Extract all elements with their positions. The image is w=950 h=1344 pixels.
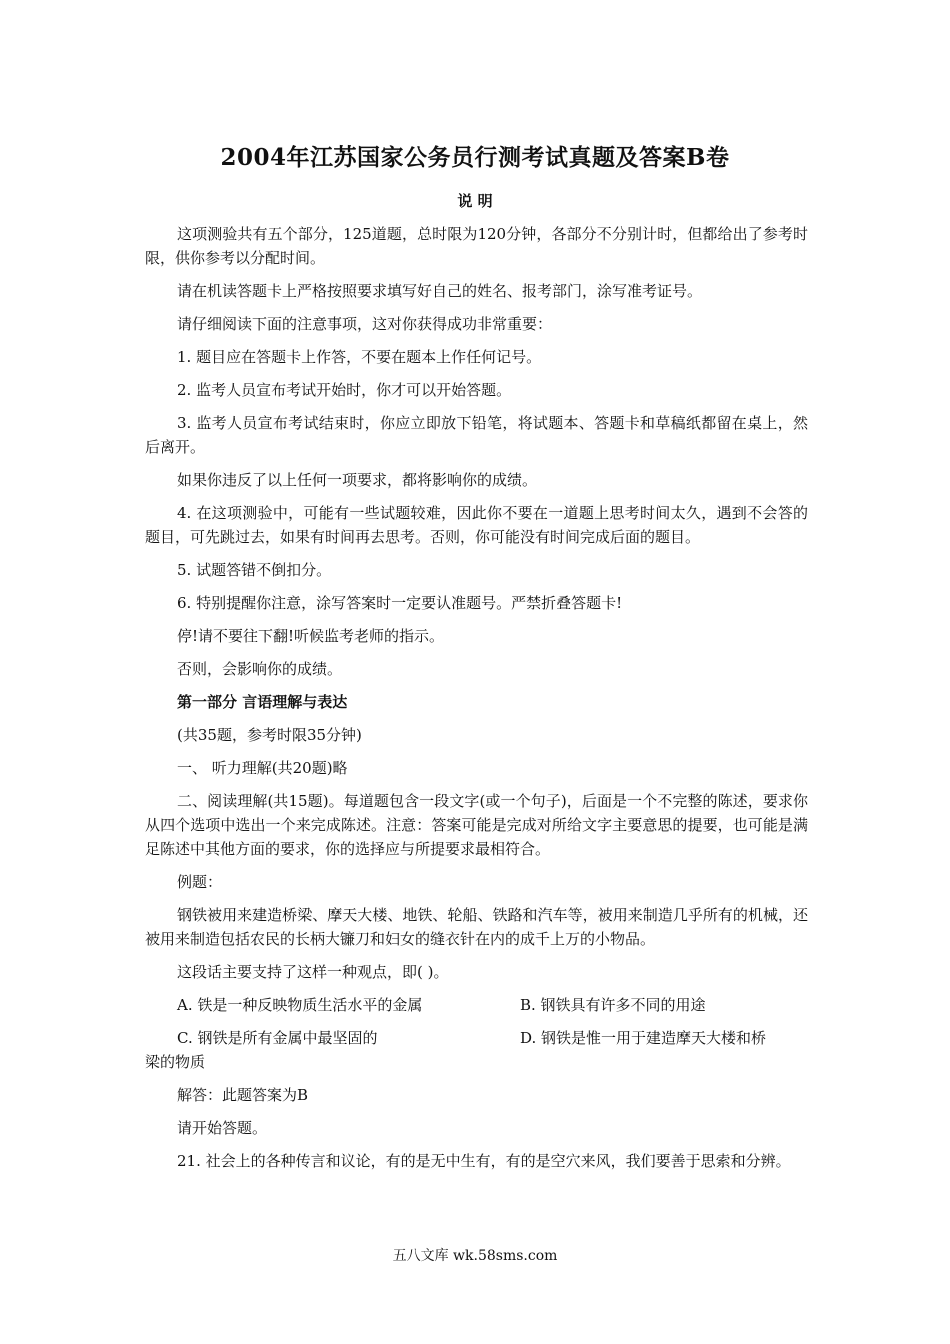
instruction-item: 3. 监考人员宣布考试结束时，你应立即放下铅笔，将试题本、答题卡和草稿纸都留在桌上，然后离开。	[145, 414, 808, 456]
options-row-cd	[145, 1026, 808, 1074]
instruction-paragraph: 请在机读答题卡上严格按照要求填写好自己的姓名、报考部门，涂写准考证号。	[177, 282, 703, 300]
start-instruction: 请开始答题。	[177, 1119, 268, 1137]
section-subtitle: 说 明	[457, 192, 493, 210]
example-answer: 解答：此题答案为B	[177, 1086, 309, 1104]
option-d: D. 钢铁是惟一用于建造摩天大楼和桥	[520, 1029, 767, 1047]
example-label: 例题：	[177, 873, 223, 891]
option-c: C. 钢铁是所有金属中最坚固的	[177, 1029, 378, 1047]
instruction-paragraph: 这项测验共有五个部分，125道题，总时限为120分钟，各部分不分别计时，但都给出了参考时限，供你参考以分配时间。	[145, 225, 808, 267]
instruction-paragraph: 停!请不要往下翻!听候监考老师的指示。	[177, 627, 445, 645]
instruction-paragraph: 如果你违反了以上任何一项要求，都将影响你的成绩。	[177, 471, 538, 489]
section-reading: 二、阅读理解(共15题)。每道题包含一段文字(或一个句子)，后面是一个不完整的陈述，要求你从四个选项中选出一个来完成陈述。注意：答案可能是完成对所给文字主要意思的提要，也可能是满足陈述中其他方面的要求，你的选择应与所提要求最相符合。	[145, 792, 808, 858]
instruction-paragraph: 否则，会影响你的成绩。	[177, 660, 343, 678]
instruction-item: 5. 试题答错不倒扣分。	[177, 561, 332, 579]
instruction-item: 1. 题目应在答题卡上作答，不要在题本上作任何记号。	[177, 348, 542, 366]
option-b: B. 钢铁具有许多不同的用途	[520, 996, 706, 1014]
part-heading: 第一部分 言语理解与表达	[177, 693, 348, 711]
instruction-item: 2. 监考人员宣布考试开始时，你才可以开始答题。	[177, 381, 512, 399]
instruction-paragraph: 请仔细阅读下面的注意事项，这对你获得成功非常重要：	[177, 315, 553, 333]
option-a: A. 铁是一种反映物质生活水平的金属	[177, 996, 423, 1014]
options-row-ab	[145, 993, 808, 1017]
part-time-limit: (共35题，参考时限35分钟)	[177, 726, 362, 744]
option-d-continuation: 梁的物质	[145, 1053, 206, 1071]
question-21: 21. 社会上的各种传言和议论，有的是无中生有，有的是空穴来风，我们要善于思索和分辨。	[177, 1152, 791, 1170]
section-listening: 一、 听力理解(共20题)略	[177, 759, 348, 777]
instruction-item: 6. 特别提醒你注意，涂写答案时一定要认准题号。严禁折叠答题卡!	[177, 594, 623, 612]
page-footer: 五八文库 wk.58sms.com	[392, 1248, 558, 1264]
document-body	[145, 222, 808, 1182]
example-question: 这段话主要支持了这样一种观点，即( )。	[177, 963, 449, 981]
page-title: 2004年江苏国家公务员行测考试真题及答案B卷	[220, 144, 730, 171]
instruction-item: 4. 在这项测验中，可能有一些试题较难，因此你不要在一道题上思考时间太久，遇到不会答的题目，可先跳过去，如果有时间再去思考。否则，你可能没有时间完成后面的题目。	[145, 504, 808, 546]
example-text: 钢铁被用来建造桥梁、摩天大楼、地铁、轮船、铁路和汽车等，被用来制造几乎所有的机械，还被用来制造包括农民的长柄大镰刀和妇女的缝衣针在内的成千上万的小物品。	[145, 906, 808, 948]
